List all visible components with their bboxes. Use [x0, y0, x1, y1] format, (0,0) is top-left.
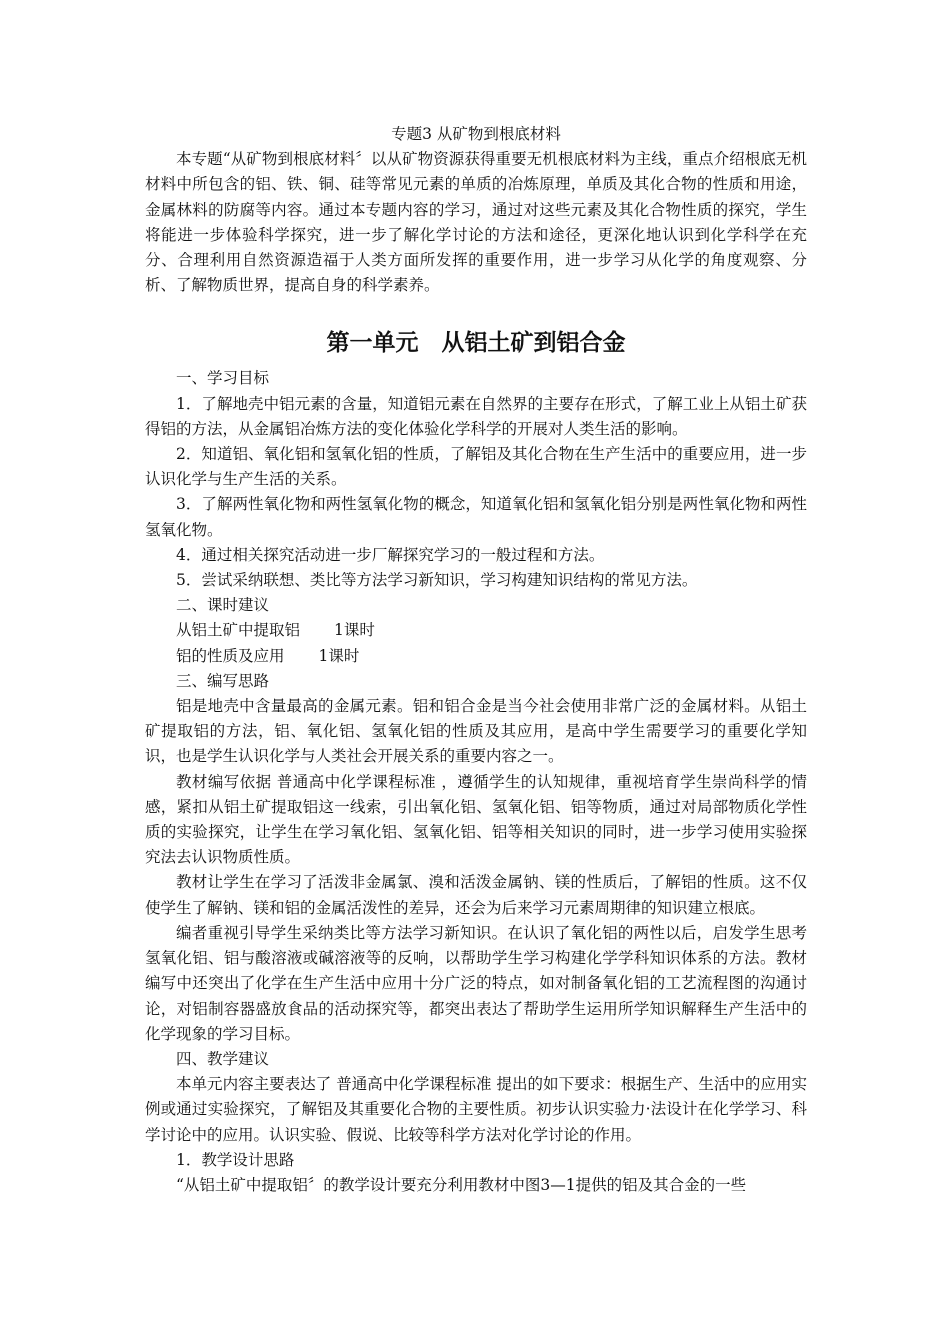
section-heading-hours: 二、课时建议: [176, 596, 270, 615]
section-heading-approach: 三、编写思路: [176, 671, 270, 690]
unit-title: 第一单元 从铝土矿到铝合金: [326, 330, 626, 357]
section-heading-teaching: 四、教学建议: [176, 1049, 270, 1068]
approach-paragraph: 编者重视引导学生采纳类比等方法学习新知识。在认识了氧化铝的两性以后，启发学生思考氢氧化铝、铝与酸溶液或碱溶液等的反响，以帮助学生学习构建化学学科知识体系的方法。教材编写中还突出了化学在生产生活中应用十分广泛的特点，如对制备氧化铝的工艺流程图的沟通讨论，对铝制容器盛放食品的活动探究等，都突出表达了帮助学生运用所学知识解释生产生活中的化学现象的学习目标。: [145, 923, 807, 1043]
goal-item: 1．了解地壳中铝元素的含量，知道铝元素在自然界的主要存在形式，了解工业上从铝土矿获得铝的方法，从金属铝冶炼方法的变化体验化学科学的开展对人类生活的影响。: [145, 394, 807, 438]
topic-intro: 本专题“从矿物到根底材料〞以从矿物资源获得重要无机根底材料为主线，重点介绍根底无机材料中所包含的铝、铁、铜、硅等常见元素的单质的冶炼原理，单质及其化合物的性质和用途，金属林料的防腐等内容。通过本专题内容的学习，通过对这些元素及其化合物性质的探究，学生将能进一步体验科学探究，进一步了解化学讨论的方法和途径，更深化地认识到化学科学在充分、合理利用自然资源造福于人类方面所发挥的重要作用，进一步学习从化学的角度观察、分析、了解物质世界，提高自身的科学素养。: [145, 150, 807, 295]
schedule-row: [145, 644, 807, 669]
schedule-topic: 从铝土矿中提取铝: [176, 621, 301, 640]
goal-item: 2．知道铝、氧化铝和氢氧化铝的性质，了解铝及其化合物在生产生活中的重要应用，进一步认识化学与生产生活的关系。: [145, 445, 807, 489]
teaching-paragraph: 本单元内容主要表达了 普通高中化学课程标准 提出的如下要求：根据生产、生活中的应用实例或通过实验探究，了解铝及其重要化合物的主要性质。初步认识实验力·法设计在化学学习、科学讨论中的应用。认识实验、假说、比较等科学方法对化学讨论的作用。: [145, 1075, 807, 1144]
goal-item: 4．通过相关探究活动进一步厂解探究学习的一般过程和方法。: [176, 545, 605, 564]
teaching-subheading: 1．教学设计思路: [176, 1150, 295, 1169]
approach-paragraph: 教材让学生在学习了活泼非金属氯、溴和活泼金属钠、镁的性质后，了解铝的性质。这不仅使学生了解钠、镁和铝的金属活泼性的差异，还会为后来学习元素周期律的知识建立根底。: [145, 873, 807, 917]
teaching-last-paragraph: “从铝土矿中提取铝〞的教学设计要充分利用教材中图3—1提供的铝及其合金的一些: [176, 1175, 747, 1194]
goal-item: 5．尝试采纳联想、类比等方法学习新知识，学习构建知识结构的常见方法。: [176, 571, 698, 590]
schedule-hours: 1课时: [318, 646, 360, 665]
schedule-topic: 铝的性质及应用: [176, 646, 285, 665]
approach-paragraph: 铝是地壳中含量最高的金属元素。铝和铝合金是当今社会使用非常广泛的金属材料。从铝土矿提取铝的方法，铝、氧化铝、氢氧化铝的性质及其应用，是高中学生需要学习的重要化学知识，也是学生认识化学与人类社会开展关系的重要内容之一。: [145, 697, 807, 766]
document-page: [145, 122, 807, 1198]
section-heading-goals: 一、学习目标: [176, 369, 270, 388]
schedule-hours: 1课时: [334, 621, 375, 640]
approach-paragraph: 教材编写依据 普通高中化学课程标准 ，遵循学生的认知规律，重视培育学生崇尚科学的情感，紧扣从铝土矿提取铝这一线索，引出氧化铝、氢氧化铝、铝等物质，通过对局部物质化学性质的实验探究，让学生在学习氧化铝、氢氧化铝、铝等相关知识的同时，进一步学习使用实验探究法去认识物质性质。: [145, 772, 807, 867]
topic-title: 专题3 从矿物到根底材料: [391, 125, 561, 143]
schedule-row: [145, 618, 807, 643]
goal-item: 3．了解两性氧化物和两性氢氧化物的概念，知道氧化铝和氢氧化铝分别是两性氧化物和两性氢氧化物。: [145, 495, 807, 539]
